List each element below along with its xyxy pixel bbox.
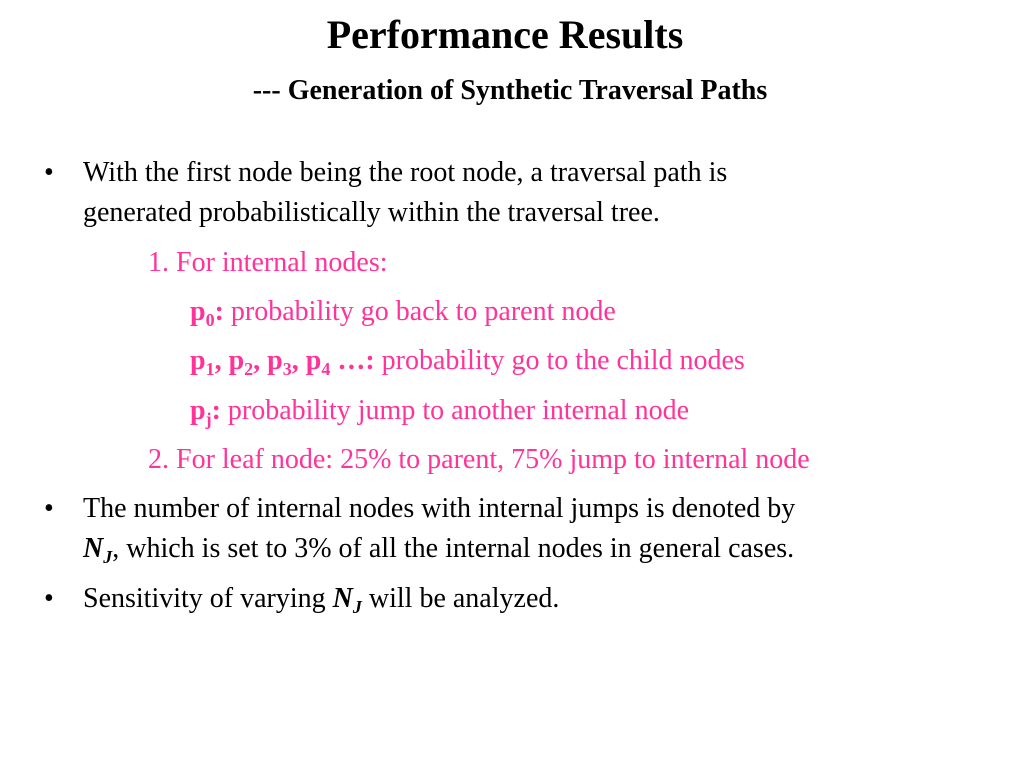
bullet-marker: • [44,583,54,614]
slide-subtitle: --- Generation of Synthetic Traversal Paths [252,75,768,106]
p0-symbol: $p_0$: [190,296,224,330]
slide-title: Performance Results [326,12,684,57]
child-probability-symbols: $p_1$, $p_2$, $p_3$, $p_4$ …: [190,345,375,379]
child-probabilities-line [190,344,745,378]
internal-nodes-heading: 1. For internal nodes: [148,247,388,278]
bullet-marker: • [44,157,54,188]
nj-variable: $N_J$ [332,583,362,617]
bullet-1-line-1: With the first node being the root node, a traversal path is [83,157,728,188]
p0-description: probability go back to parent node [223,296,616,327]
bullet-2-line-2: $N_J$, which is set to 3% of all the internal nodes in general cases. [83,533,795,567]
child-probability-description: probability go to the child nodes [374,345,745,376]
leaf-node-line: 2. For leaf node: 25% to parent, 75% jump to internal node [148,444,810,475]
pj-symbol: $p_j$: [190,395,221,429]
bullet-2-line-1: The number of internal nodes with internal jumps is denoted by [83,493,796,524]
nj-variable: $N_J$ [83,533,113,567]
pj-line [190,394,689,428]
p0-line [190,295,616,329]
bullet-marker: • [44,493,54,524]
pj-description: probability jump to another internal node [220,395,690,426]
bullet-3-line: Sensitivity of varying $N_J$ will be analyzed. [83,583,560,617]
bullet-1-line-2: generated probabilistically within the traversal tree. [83,197,660,228]
